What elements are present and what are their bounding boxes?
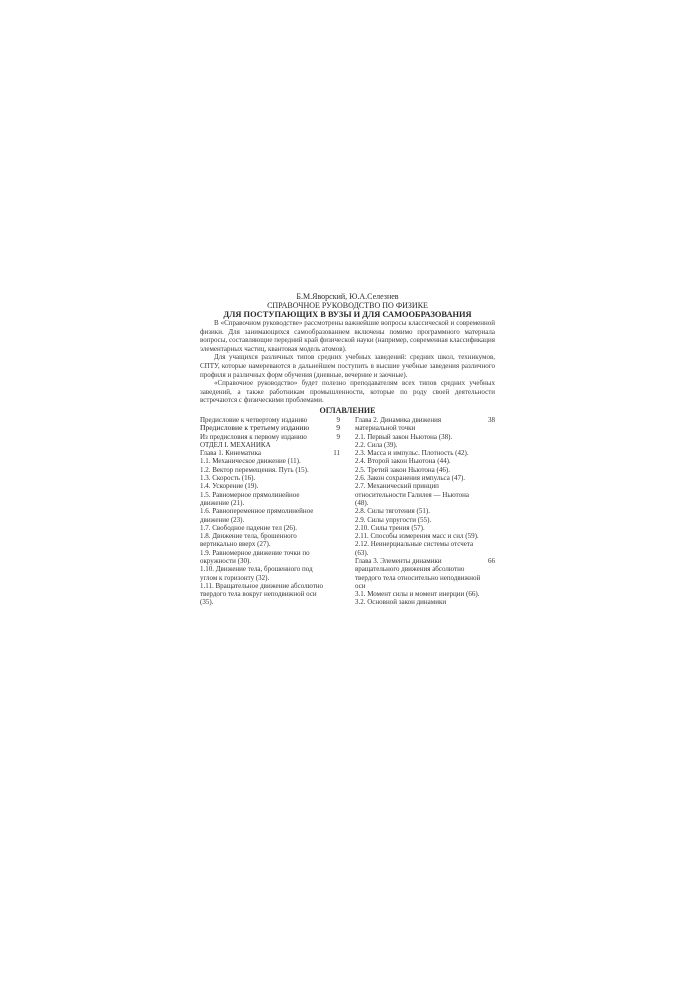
- toc-entry: [200, 524, 340, 532]
- toc-entry-title: 1.8. Движение тела, брошенного вертикально вверх (27).: [200, 532, 297, 549]
- toc-entry-title: 2.2. Сила (39).: [355, 440, 398, 449]
- toc-entry-title: 1.7. Свободное падение тел (26).: [200, 523, 297, 532]
- toc-entry-title: 2.10. Силы трения (57).: [355, 523, 425, 532]
- intro-paragraph: «Справочное руководство» будет полезно преподавателям всех типов средних учебных заведений, а также работникам промышленности, которые по роду своей деятельности встречаются с физическими проблемами.: [200, 379, 495, 405]
- toc-entry-title: 2.3. Масса и импульс. Плотность (42).: [355, 449, 469, 458]
- toc-entry-page: 38: [488, 415, 495, 424]
- toc-entry-title: Из предисловия к первому изданию: [200, 432, 307, 441]
- toc-entry-title: 2.7. Механический принцип относительности Галилея — Ньютона (48).: [355, 482, 469, 507]
- toc-entry-title: 2.4. Второй закон Ньютона (44).: [355, 457, 451, 466]
- document-page: [200, 292, 495, 607]
- toc-entry: [355, 457, 495, 465]
- toc-entry-page: [481, 433, 495, 441]
- toc-entry-title: 2.6. Закон сохранения импульса (47).: [355, 474, 466, 483]
- toc-entry-title: 2.8. Силы тяготения (51).: [355, 507, 430, 516]
- toc-entry: [355, 482, 495, 507]
- toc-entry-page: [326, 532, 340, 549]
- toc-entry: [200, 491, 340, 508]
- toc-entry-title: ОТДЕЛ I. МЕХАНИКА: [200, 440, 271, 449]
- book-title: СПРАВОЧНОЕ РУКОВОДСТВО ПО ФИЗИКЕ: [267, 301, 428, 310]
- toc-entry: [200, 441, 340, 449]
- toc-entry: [200, 565, 340, 582]
- toc-heading: ОГЛАВЛЕНИЕ: [319, 405, 376, 415]
- toc-entry-title: 1.11. Вращательное движение абсолютно твердого тела вокруг неподвижной оси (35).: [200, 581, 324, 607]
- toc-entry-page: [326, 582, 340, 607]
- toc-entry-page: [326, 565, 340, 582]
- toc-entry-page: [326, 524, 340, 532]
- toc-entry-title: 2.11. Способы измерения масс и сил (59).: [355, 532, 479, 541]
- table-of-contents: [200, 416, 495, 607]
- authors: Б.М.Яворский, Ю.А.Селезнев: [296, 292, 399, 301]
- toc-entry: [200, 424, 340, 432]
- toc-entry-page: [481, 507, 495, 515]
- toc-entry-title: Предисловие к четвертому изданию: [200, 415, 308, 424]
- toc-entry-page: [481, 532, 495, 540]
- toc-entry-title: 1.3. Скорость (16).: [200, 474, 256, 483]
- toc-entry: [355, 507, 495, 515]
- toc-right-column: [355, 416, 495, 607]
- intro-paragraph: Для учащихся различных типов средних учебных заведений: средних школ, техникумов, СПТУ, которые намереваются в дальнейшем поступить в высшие учебные заведения различного профиля и различных форм обучения (дневные, вечерние и заочные).: [200, 353, 495, 379]
- toc-entry: [200, 582, 340, 607]
- toc-entry-page: [326, 457, 340, 465]
- toc-entry-page: 11: [333, 449, 340, 458]
- toc-entry: [355, 532, 495, 540]
- toc-entry-title: 2.9. Силы упругости (55).: [355, 515, 432, 524]
- toc-entry: [200, 532, 340, 549]
- toc-entry-page: [481, 457, 495, 465]
- toc-left-column: [200, 416, 340, 607]
- toc-entry: [355, 474, 495, 482]
- toc-entry: [200, 507, 340, 524]
- toc-entry-page: [326, 441, 340, 449]
- toc-entry-title: 2.12. Неинерциальные системы отсчета (63).: [355, 540, 474, 557]
- intro-paragraph: В «Справочном руководстве» рассмотрены важнейшие вопросы классической и современной физики. Для занимающихся самообразованием включены помимо программного материала вопросы, составляющие передний край физической науки (например, современная классификация элементарных частиц, квантовая модель атомов).: [200, 319, 495, 353]
- toc-entry: [200, 474, 340, 482]
- toc-entry: [355, 433, 495, 441]
- toc-entry: [355, 540, 495, 557]
- book-subtitle: ДЛЯ ПОСТУПАЮЩИХ В ВУЗЫ И ДЛЯ САМООБРАЗОВАНИЯ: [223, 310, 472, 319]
- toc-entry-page: [326, 474, 340, 482]
- toc-entry: [355, 557, 495, 590]
- toc-entry: [200, 482, 340, 490]
- toc-entry-page: [481, 524, 495, 532]
- toc-entry-title: 2.1. Первый закон Ньютона (38).: [355, 432, 453, 441]
- toc-entry: [355, 449, 495, 457]
- toc-entry-title: Глава 1. Кинематика: [200, 449, 261, 458]
- toc-entry-page: [481, 598, 495, 606]
- toc-entry-title: 1.1. Механическое движение (11).: [200, 457, 301, 466]
- toc-entry-title: 3.2. Основной закон динамики: [355, 598, 447, 607]
- toc-entry-page: [326, 549, 340, 566]
- toc-entry: [355, 590, 495, 598]
- toc-entry-title: 2.5. Третий закон Ньютона (46).: [355, 465, 450, 474]
- toc-entry: [355, 524, 495, 532]
- toc-entry-title: 1.4. Ускорение (19).: [200, 482, 259, 491]
- toc-entry-title: 3.1. Момент силы и момент инерции (66).: [355, 590, 480, 599]
- toc-entry-page: 9: [336, 423, 340, 433]
- toc-entry: [200, 433, 340, 441]
- toc-entry-page: [326, 466, 340, 474]
- toc-entry: [355, 598, 495, 606]
- toc-entry-page: [326, 491, 340, 508]
- toc-entry: [200, 549, 340, 566]
- toc-entry-page: [481, 482, 495, 507]
- toc-entry-page: [481, 540, 495, 557]
- toc-entry-page: 9: [336, 415, 340, 424]
- toc-entry: [355, 516, 495, 524]
- toc-entry-title: 1.2. Вектор перемещения. Путь (15).: [200, 465, 309, 474]
- toc-entry-title: 1.10. Движение тела, брошенного под углом к горизонту (32).: [200, 565, 313, 582]
- toc-entry: [200, 457, 340, 465]
- toc-entry-title: 1.5. Равномерное прямолинейное движение (21).: [200, 490, 300, 507]
- toc-entry: [355, 441, 495, 449]
- toc-entry-page: [326, 507, 340, 524]
- toc-entry: [200, 466, 340, 474]
- toc-entry-title: Глава 2. Динамика движения материальной точки: [355, 415, 442, 433]
- toc-entry-page: [481, 441, 495, 449]
- toc-entry-page: 9: [336, 432, 340, 441]
- toc-entry-page: [481, 449, 495, 457]
- toc-entry-page: [481, 474, 495, 482]
- toc-entry: [355, 466, 495, 474]
- toc-entry-page: [481, 466, 495, 474]
- toc-entry-page: [481, 516, 495, 524]
- toc-entry-title: 1.6. Равнопеременное прямолинейное движение (23).: [200, 507, 314, 524]
- toc-entry-title: Предисловие к третьему изданию: [200, 423, 310, 433]
- toc-entry: [200, 449, 340, 457]
- toc-entry-page: 66: [488, 556, 495, 565]
- toc-entry-title: Глава 3. Элементы динамики вращательного движения абсолютно твердого тела относительно неподвижной оси: [355, 556, 481, 590]
- toc-entry: [355, 416, 495, 433]
- toc-entry-page: [481, 590, 495, 598]
- toc-entry-title: 1.9. Равномерное движение точки по окружности (30).: [200, 548, 310, 565]
- toc-entry-page: [326, 482, 340, 490]
